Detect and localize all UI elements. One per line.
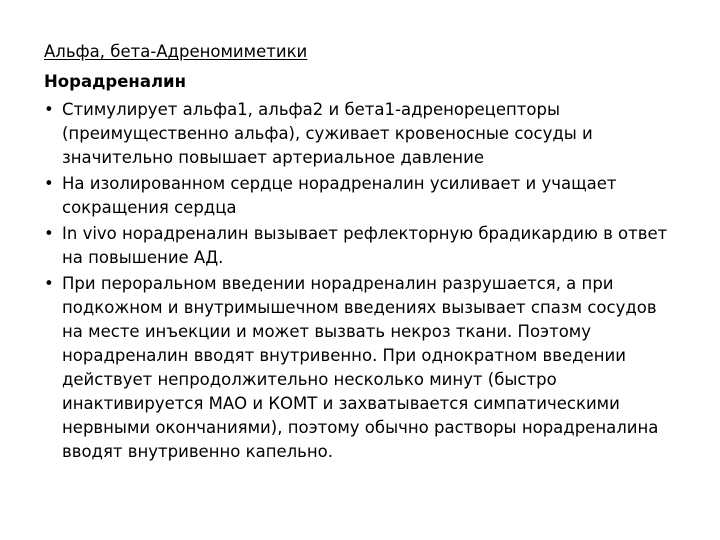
slide-heading: Альфа, бета-Адреномиметики (44, 42, 308, 61)
slide-subheading: Норадреналин (44, 72, 186, 91)
bullet-text: Стимулирует альфа1, альфа2 и бета1-адренорецепторы (преимущественно альфа), суживает кровеносные сосуды и значительно повышает артериальное давление (62, 100, 593, 167)
bullet-text: При пероральном введении норадреналин разрушается, а при подкожном и внутримышечном введениях вызывает спазм сосудов на месте инъекции и может вызвать некроз ткани. Поэтому норадреналин вводят внутривенно. При однократном введении действует непродолжительно несколько минут (быстро инактивируется МАО и КОМТ и захватывается симпатическими нервными окончаниями), поэтому обычно растворы норадреналина вводят внутривенно капельно. (62, 274, 659, 461)
bullet-text: In vivo норадреналин вызывает рефлекторную брадикардию в ответ на повышение АД. (62, 224, 668, 267)
slide-content (44, 40, 674, 466)
bullet-item (44, 172, 674, 220)
bullet-list (44, 98, 674, 464)
bullet-item (44, 222, 674, 270)
bullet-text: На изолированном сердце норадреналин усиливает и учащает сокращения сердца (62, 174, 617, 217)
bullet-icon: • (44, 100, 54, 119)
bullet-icon: • (44, 274, 54, 293)
bullet-icon: • (44, 224, 54, 243)
bullet-item (44, 98, 674, 170)
bullet-icon: • (44, 174, 54, 193)
bullet-item (44, 272, 674, 464)
